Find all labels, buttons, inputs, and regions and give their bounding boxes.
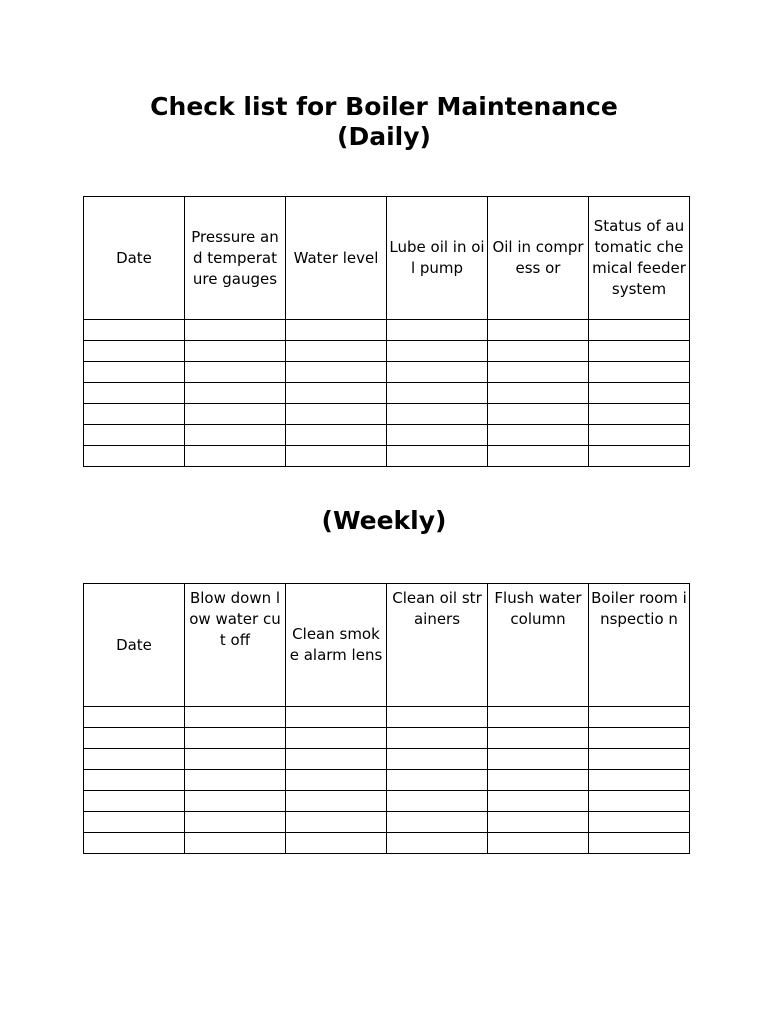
table-cell[interactable] <box>488 320 589 341</box>
table-cell[interactable] <box>286 791 387 812</box>
table-cell[interactable] <box>185 770 286 791</box>
weekly-section-title: (Weekly) <box>321 506 447 535</box>
table-cell[interactable] <box>589 446 690 467</box>
daily-header-chemical-feeder: Status of automatic chemical feeder system <box>589 197 690 320</box>
table-cell[interactable] <box>387 707 488 728</box>
table-cell[interactable] <box>84 362 185 383</box>
table-cell[interactable] <box>84 812 185 833</box>
table-cell[interactable] <box>286 728 387 749</box>
table-row <box>84 791 690 812</box>
table-row <box>84 707 690 728</box>
weekly-table-body <box>84 707 690 854</box>
weekly-header-smoke-alarm: Clean smoke alarm lens <box>286 584 387 707</box>
table-cell[interactable] <box>286 341 387 362</box>
table-cell[interactable] <box>387 383 488 404</box>
table-row <box>84 320 690 341</box>
table-cell[interactable] <box>84 446 185 467</box>
table-cell[interactable] <box>488 425 589 446</box>
table-cell[interactable] <box>84 320 185 341</box>
table-cell[interactable] <box>387 833 488 854</box>
table-cell[interactable] <box>589 707 690 728</box>
table-cell[interactable] <box>286 812 387 833</box>
table-cell[interactable] <box>488 833 589 854</box>
table-row <box>84 341 690 362</box>
table-cell[interactable] <box>185 812 286 833</box>
table-cell[interactable] <box>84 425 185 446</box>
table-cell[interactable] <box>84 707 185 728</box>
weekly-header-flush-water-column: Flush water column <box>488 584 589 707</box>
table-cell[interactable] <box>286 425 387 446</box>
weekly-header-row <box>84 584 690 707</box>
table-cell[interactable] <box>185 833 286 854</box>
table-cell[interactable] <box>84 770 185 791</box>
table-cell[interactable] <box>589 404 690 425</box>
table-cell[interactable] <box>185 383 286 404</box>
table-cell[interactable] <box>387 404 488 425</box>
table-row <box>84 383 690 404</box>
daily-header-pressure-temperature: Pressure and temperat ure gauges <box>185 197 286 320</box>
table-cell[interactable] <box>488 707 589 728</box>
daily-checklist-table <box>83 196 690 467</box>
table-cell[interactable] <box>589 728 690 749</box>
table-row <box>84 770 690 791</box>
table-cell[interactable] <box>286 404 387 425</box>
daily-header-oil-compressor: Oil in compress or <box>488 197 589 320</box>
table-cell[interactable] <box>286 770 387 791</box>
table-cell[interactable] <box>185 446 286 467</box>
table-row <box>84 425 690 446</box>
table-cell[interactable] <box>488 812 589 833</box>
table-cell[interactable] <box>387 728 488 749</box>
table-cell[interactable] <box>387 770 488 791</box>
table-cell[interactable] <box>589 812 690 833</box>
table-cell[interactable] <box>286 320 387 341</box>
table-cell[interactable] <box>185 404 286 425</box>
table-cell[interactable] <box>488 404 589 425</box>
table-cell[interactable] <box>185 362 286 383</box>
table-cell[interactable] <box>185 425 286 446</box>
table-row <box>84 404 690 425</box>
table-cell[interactable] <box>387 341 488 362</box>
table-cell[interactable] <box>84 404 185 425</box>
table-cell[interactable] <box>387 320 488 341</box>
table-row <box>84 749 690 770</box>
table-cell[interactable] <box>185 728 286 749</box>
daily-header-date: Date <box>84 197 185 320</box>
weekly-header-blow-down: Blow down low water cut off <box>185 584 286 707</box>
table-cell[interactable] <box>286 707 387 728</box>
table-cell[interactable] <box>286 833 387 854</box>
table-cell[interactable] <box>84 833 185 854</box>
table-cell[interactable] <box>387 812 488 833</box>
table-cell[interactable] <box>488 446 589 467</box>
table-cell[interactable] <box>286 383 387 404</box>
daily-header-row <box>84 197 690 320</box>
table-row <box>84 362 690 383</box>
weekly-header-date: Date <box>84 584 185 707</box>
daily-header-lube-oil: Lube oil in oil pump <box>387 197 488 320</box>
table-cell[interactable] <box>84 341 185 362</box>
table-cell[interactable] <box>286 362 387 383</box>
table-cell[interactable] <box>387 749 488 770</box>
table-row <box>84 833 690 854</box>
table-cell[interactable] <box>84 791 185 812</box>
table-cell[interactable] <box>488 770 589 791</box>
table-cell[interactable] <box>185 749 286 770</box>
table-cell[interactable] <box>84 749 185 770</box>
table-cell[interactable] <box>387 446 488 467</box>
table-row <box>84 812 690 833</box>
weekly-header-oil-strainers: Clean oil strainers <box>387 584 488 707</box>
table-cell[interactable] <box>286 749 387 770</box>
table-cell[interactable] <box>589 425 690 446</box>
table-row <box>84 728 690 749</box>
table-cell[interactable] <box>185 341 286 362</box>
table-cell[interactable] <box>84 728 185 749</box>
table-cell[interactable] <box>387 425 488 446</box>
table-cell[interactable] <box>488 383 589 404</box>
table-cell[interactable] <box>185 707 286 728</box>
table-cell[interactable] <box>589 362 690 383</box>
table-cell[interactable] <box>488 341 589 362</box>
daily-section-title: (Daily) <box>337 122 431 151</box>
table-cell[interactable] <box>589 383 690 404</box>
table-cell[interactable] <box>488 362 589 383</box>
weekly-header-boiler-room: Boiler room inspectio n <box>589 584 690 707</box>
table-cell[interactable] <box>589 791 690 812</box>
table-cell[interactable] <box>589 341 690 362</box>
daily-table-body <box>84 320 690 467</box>
table-cell[interactable] <box>185 320 286 341</box>
table-cell[interactable] <box>488 728 589 749</box>
table-row <box>84 446 690 467</box>
table-cell[interactable] <box>84 383 185 404</box>
table-cell[interactable] <box>589 833 690 854</box>
table-cell[interactable] <box>589 749 690 770</box>
weekly-checklist-table <box>83 583 690 854</box>
table-cell[interactable] <box>286 446 387 467</box>
table-cell[interactable] <box>589 320 690 341</box>
table-cell[interactable] <box>387 791 488 812</box>
table-cell[interactable] <box>589 770 690 791</box>
table-cell[interactable] <box>488 791 589 812</box>
page-title: Check list for Boiler Maintenance <box>150 92 618 121</box>
table-cell[interactable] <box>387 362 488 383</box>
table-cell[interactable] <box>488 749 589 770</box>
daily-header-water-level: Water level <box>286 197 387 320</box>
table-cell[interactable] <box>185 791 286 812</box>
